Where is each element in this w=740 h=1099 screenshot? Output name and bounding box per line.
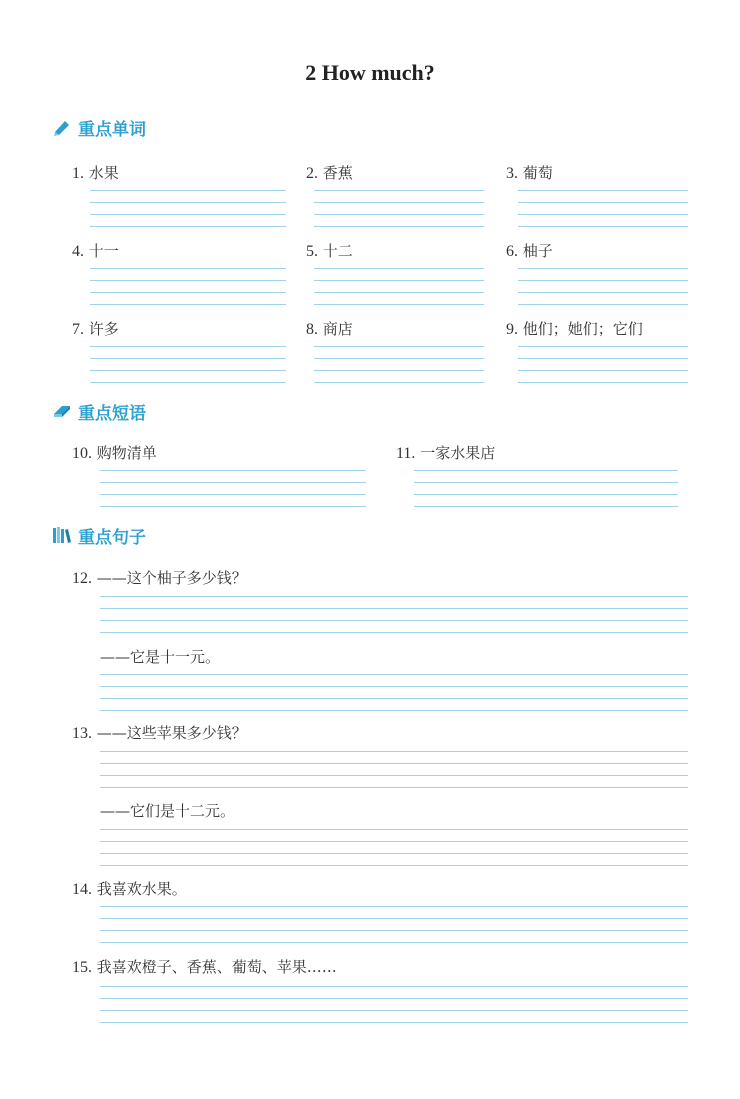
word-item-3: 3. 葡萄: [506, 164, 553, 182]
section-label-phrases: 重点短语: [78, 403, 146, 424]
sentence-item-13: 13. ——这些苹果多少钱？: [72, 724, 247, 742]
section-label-words: 重点单词: [78, 119, 146, 140]
books-icon: [52, 526, 72, 544]
sentence-item-14: 14. 我喜欢水果。: [72, 880, 187, 898]
sentence-item-15: 15. 我喜欢橙子、香蕉、葡萄、苹果……: [72, 958, 337, 976]
eraser-icon: [52, 402, 72, 420]
word-item-5: 5. 十二: [306, 242, 353, 260]
sentence-item-13-reply: ——它们是十二元。: [100, 802, 236, 820]
answer-lines-12a[interactable]: [100, 596, 688, 636]
word-item-2: 2. 香蕉: [306, 164, 353, 182]
answer-lines-8[interactable]: [314, 346, 484, 386]
word-item-7: 7. 许多: [72, 320, 119, 338]
word-item-4: 4. 十一: [72, 242, 119, 260]
answer-lines-12b[interactable]: [100, 674, 688, 714]
section-label-sentences: 重点句子: [78, 527, 146, 548]
section-header-phrases: [52, 400, 146, 422]
section-header-words: [52, 116, 146, 138]
answer-lines-11[interactable]: [414, 470, 678, 510]
answer-lines-4[interactable]: [90, 268, 286, 308]
answer-lines-6[interactable]: [518, 268, 688, 308]
word-item-6: 6. 柚子: [506, 242, 553, 260]
answer-lines-10[interactable]: [100, 470, 366, 510]
word-item-9: 9. 他们；她们；它们: [506, 320, 643, 338]
answer-lines-3[interactable]: [518, 190, 688, 230]
page-title: 2 How much?: [305, 60, 435, 85]
pencil-icon: [52, 118, 72, 136]
answer-lines-13a[interactable]: [100, 751, 688, 791]
answer-lines-2[interactable]: [314, 190, 484, 230]
sentence-item-12-reply: ——它是十一元。: [100, 648, 221, 666]
answer-lines-15[interactable]: [100, 986, 688, 1026]
answer-lines-5[interactable]: [314, 268, 484, 308]
answer-lines-1[interactable]: [90, 190, 286, 230]
answer-lines-14[interactable]: [100, 906, 688, 946]
phrase-item-11: 11. 一家水果店: [396, 444, 496, 462]
section-header-sentences: [52, 524, 146, 546]
answer-lines-13b[interactable]: [100, 829, 688, 869]
answer-lines-7[interactable]: [90, 346, 286, 386]
word-item-8: 8. 商店: [306, 320, 353, 338]
sentence-item-12: 12. ——这个柚子多少钱？: [72, 569, 247, 587]
word-item-1: 1. 水果: [72, 164, 119, 182]
phrase-item-10: 10. 购物清单: [72, 444, 157, 462]
answer-lines-9[interactable]: [518, 346, 688, 386]
